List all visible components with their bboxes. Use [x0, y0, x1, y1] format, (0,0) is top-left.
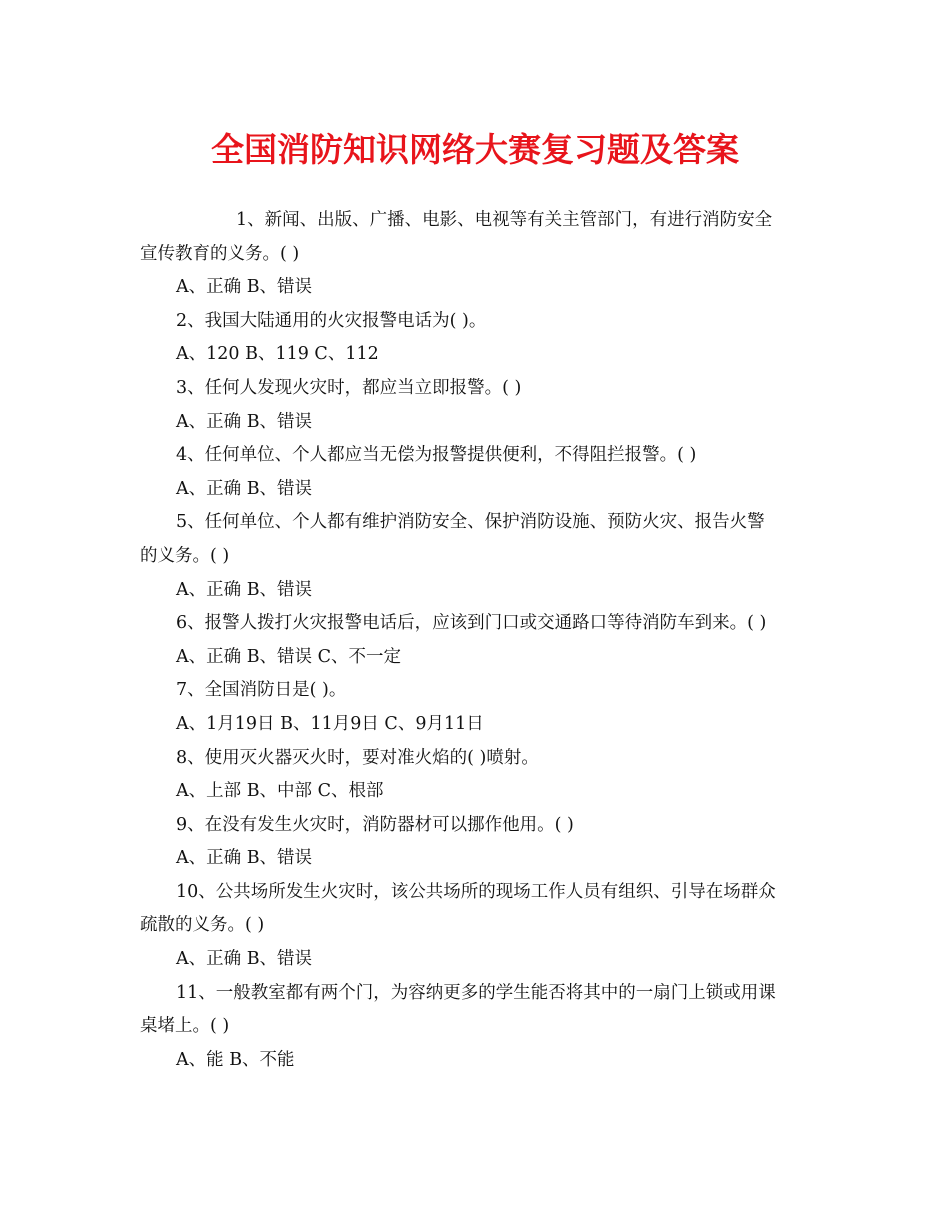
question-9-text: 9、在没有发生火灾时，消防器材可以挪作他用。( ) — [176, 814, 574, 835]
question-5-text-continued: 的义务。( ) — [140, 545, 230, 566]
question-3-options: A、正确 B、错误 — [176, 411, 313, 432]
question-5-options: A、正确 B、错误 — [176, 579, 313, 600]
question-1-text: 1、新闻、出版、广播、电影、电视等有关主管部门，有进行消防安全 — [236, 210, 773, 230]
question-7-text: 7、全国消防日是( )。 — [176, 680, 347, 701]
question-7-options: A、1月19日 B、11月9日 C、9月11日 — [176, 713, 484, 734]
question-10-text-continued: 疏散的义务。( ) — [140, 915, 265, 936]
document-title: 全国消防知识网络大赛复习题及答案 — [211, 130, 739, 169]
question-2-options: A、120 B、119 C、112 — [176, 344, 379, 365]
question-8-text: 8、使用灭火器灭火时，要对准火焰的( )喷射。 — [176, 747, 539, 768]
question-1-text-continued: 宣传教育的义务。( ) — [140, 243, 300, 264]
question-6-options: A、正确 B、错误 C、不一定 — [176, 646, 402, 667]
question-10-text: 10、公共场所发生火灾时，该公共场所的现场工作人员有组织、引导在场群众 — [176, 881, 776, 902]
question-11-text-continued: 桌堵上。( ) — [140, 1016, 230, 1037]
question-11-options: A、能 B、不能 — [176, 1049, 295, 1070]
question-10-options: A、正确 B、错误 — [176, 949, 313, 970]
question-4-text: 4、任何单位、个人都应当无偿为报警提供便利，不得阻拦报警。( ) — [176, 445, 697, 466]
question-list — [140, 204, 812, 1077]
question-1-options: A、正确 B、错误 — [176, 277, 313, 298]
question-4-options: A、正确 B、错误 — [176, 478, 313, 499]
question-8-options: A、上部 B、中部 C、根部 — [176, 781, 384, 802]
question-5-text: 5、任何单位、个人都有维护消防安全、保护消防设施、预防火灾、报告火警 — [176, 512, 765, 533]
question-6-text: 6、报警人拨打火灾报警电话后，应该到门口或交通路口等待消防车到来。( ) — [176, 613, 767, 634]
question-11-text: 11、一般教室都有两个门，为容纳更多的学生能否将其中的一扇门上锁或用课 — [176, 982, 776, 1003]
question-2-text: 2、我国大陆通用的火灾报警电话为( )。 — [176, 310, 487, 331]
question-3-text: 3、任何人发现火灾时，都应当立即报警。( ) — [176, 377, 522, 398]
question-9-options: A、正确 B、错误 — [176, 848, 313, 869]
